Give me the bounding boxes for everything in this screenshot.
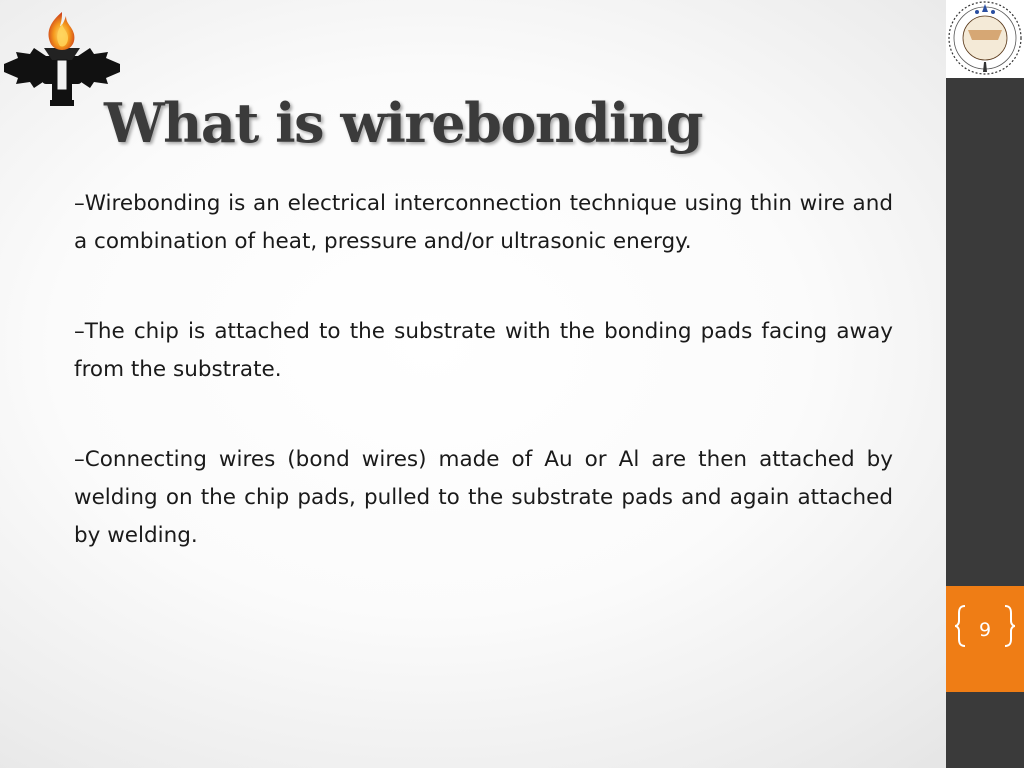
page-number: 9 — [978, 619, 992, 641]
page-number-box — [946, 586, 1024, 692]
right-sidebar — [946, 0, 1024, 768]
nrc-iust-seal-icon — [946, 0, 1024, 78]
bullet-item: –Connecting wires (bond wires) made of Au or Al are then attached by welding on the chip pads, pulled to the substrate pads and again attached by welding. — [74, 447, 893, 548]
sidebar-logo-area — [946, 0, 1024, 78]
bullet-item: –Wirebonding is an electrical interconnection technique using thin wire and a combination of heat, pressure and/or ultrasonic energy. — [74, 191, 893, 254]
slide-title: What is wirebonding — [104, 91, 702, 155]
bullet-item: –The chip is attached to the substrate with the bonding pads facing away from the substrate. — [74, 319, 893, 382]
slide-body — [74, 185, 893, 607]
